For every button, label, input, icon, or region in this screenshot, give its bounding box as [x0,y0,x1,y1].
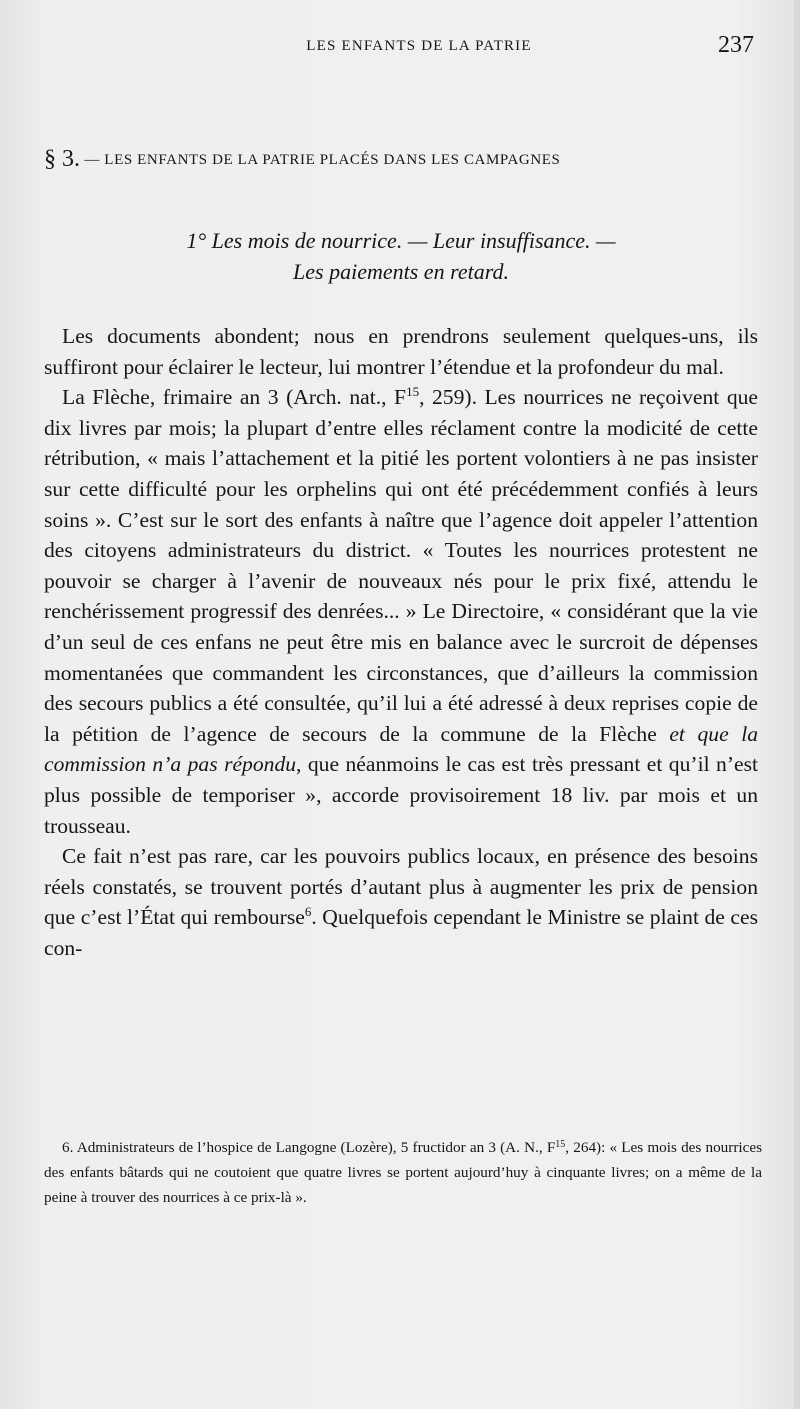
footnote [44,1135,762,1210]
paragraph-2-text-b: , 259). Les nourrices ne reçoivent que dix livres par mois; la plupart d’entre elles réclament contre la modicité de cette rétribution, « mais l’attachement et la pitié les portent volontiers à ne pas insister sur cette difficulté pour les orphelins qui ont été précédemment confiés à leurs soins ». C’est sur le sort des enfants à naître que l’agence doit appeler l’attention des citoyens administrateurs du district. « Toutes les nourrices protestent ne pouvoir se charger à l’avenir de nouveaux nés pour le prix fixé, attendu le renchérissement progressif des denrées... » Le Directoire, « considérant que la vie d’un seul de ces enfans ne peut être mis en balance avec le surcroit de dépenses momentanées que commandent les circonstances, que d’ailleurs la commission des secours publics a été consultée, qu’il lui a été adressé à deux reprises copie de la pétition de l’agence de secours de la commune de la Flèche [44,385,758,746]
footnote-text-b: , 264): « Les mois des nourrices des enfants bâtards qui ne coutoient que quatre livres se portent aujourd’huy à cinquante livres; on a même de la peine à trouver des nourrices à ce prix-là ». [44,1139,763,1206]
footnote-ref-6: 6 [304,904,312,920]
paragraph-2-italic: et que la commission n’a pas répondu [44,721,758,777]
footnote-text-a: 6. Administrateurs de l’hospice de Langogne (Lozère), 5 fructidor an 3 (A. N., F [62,1139,556,1156]
superscript-15: 15 [406,384,420,400]
paragraph-3 [44,841,758,963]
sub-heading [44,225,758,287]
paragraph-2-text-a: La Flèche, frimaire an 3 (Arch. nat., F [62,385,407,410]
paragraph-2-text-c: , que néanmoins le cas est très pressant et qu’il n’est plus possible de temporiser », accorde provisoirement 18 liv. par mois et un trousseau. [44,752,758,838]
page-edge-shadow [794,0,800,1409]
footnote-6 [44,1135,762,1210]
paragraph-1: Les documents abondent; nous en prendrons seulement quelques-uns, ils suffiront pour éclairer le lecteur, lui montrer l’étendue et la profondeur du mal. [44,324,758,379]
body-text [44,321,758,963]
sub-heading-line-1: 1° Les mois de nourrice. — Leur insuffisance. — [186,228,616,253]
page-header [44,30,758,64]
section-title [44,146,758,173]
running-head: LES ENFANTS DE LA PATRIE [306,38,532,54]
section-symbol: § 3. [44,146,80,172]
footnote-superscript-15: 15 [555,1139,566,1150]
sub-heading-line-2: Les paiements en retard. [293,259,509,284]
paragraph-3-text-b: . Quelquefois cependant le Ministre se plaint de ces con- [44,905,758,960]
section-title-text: — LES ENFANTS DE LA PATRIE PLACÉS DANS LES CAMPAGNES [84,152,561,168]
paragraph-2 [44,382,758,841]
page-number: 237 [718,32,754,58]
paragraph-3-text-a: Ce fait n’est pas rare, car les pouvoirs publics locaux, en présence des besoins réels constatés, se trouvent portés d’autant plus à augmenter les prix de pension que c’est l’État qui rembourse [44,844,758,930]
